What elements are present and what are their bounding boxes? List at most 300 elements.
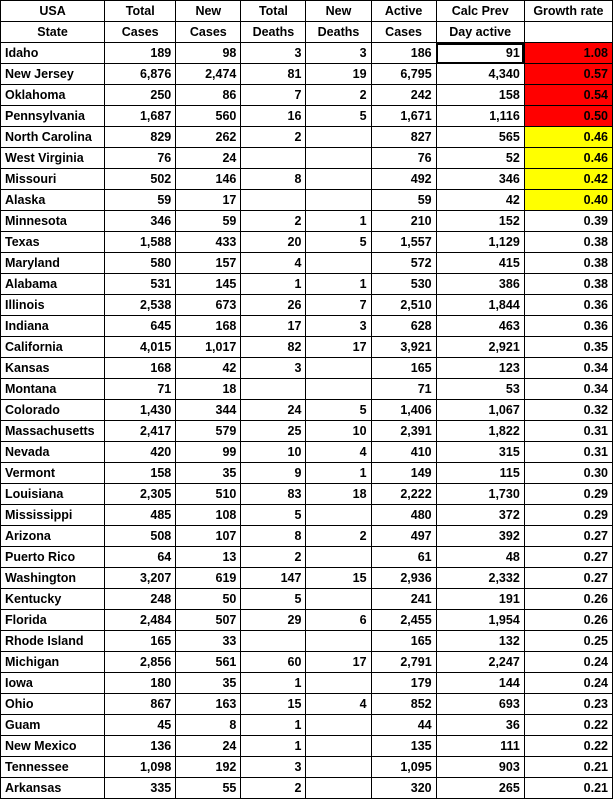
- cell-active-cases[interactable]: 480: [371, 505, 436, 526]
- cell-new-deaths[interactable]: [306, 547, 371, 568]
- cell-new-cases[interactable]: 17: [176, 190, 241, 211]
- cell-growth-rate[interactable]: 0.42: [524, 169, 612, 190]
- cell-new-cases[interactable]: 673: [176, 295, 241, 316]
- cell-total-deaths[interactable]: 10: [241, 442, 306, 463]
- table-row[interactable]: [1, 43, 613, 64]
- cell-total-cases[interactable]: 250: [105, 85, 176, 106]
- cell-prev-day-active[interactable]: 1,844: [436, 295, 524, 316]
- cell-active-cases[interactable]: 135: [371, 736, 436, 757]
- cell-growth-rate[interactable]: 0.22: [524, 715, 612, 736]
- cell-total-deaths[interactable]: 8: [241, 169, 306, 190]
- cell-growth-rate[interactable]: 0.35: [524, 337, 612, 358]
- cell-new-cases[interactable]: 168: [176, 316, 241, 337]
- cell-prev-day-active[interactable]: 1,730: [436, 484, 524, 505]
- cell-new-deaths[interactable]: [306, 631, 371, 652]
- cell-new-deaths[interactable]: 4: [306, 694, 371, 715]
- cell-new-cases[interactable]: 2,474: [176, 64, 241, 85]
- table-row[interactable]: [1, 568, 613, 589]
- table-row[interactable]: [1, 526, 613, 547]
- table-row[interactable]: [1, 736, 613, 757]
- cell-total-cases[interactable]: 346: [105, 211, 176, 232]
- cell-new-cases[interactable]: 55: [176, 778, 241, 799]
- cell-total-deaths[interactable]: 4: [241, 253, 306, 274]
- cell-new-cases[interactable]: 510: [176, 484, 241, 505]
- cell-new-deaths[interactable]: 10: [306, 421, 371, 442]
- cell-new-cases[interactable]: 146: [176, 169, 241, 190]
- cell-new-cases[interactable]: 560: [176, 106, 241, 127]
- cell-total-cases[interactable]: 2,417: [105, 421, 176, 442]
- cell-state[interactable]: Iowa: [1, 673, 105, 694]
- cell-growth-rate[interactable]: 0.24: [524, 673, 612, 694]
- cell-total-deaths[interactable]: 29: [241, 610, 306, 631]
- table-row[interactable]: [1, 715, 613, 736]
- cell-state[interactable]: Mississippi: [1, 505, 105, 526]
- cell-growth-rate[interactable]: 0.21: [524, 778, 612, 799]
- cell-new-deaths[interactable]: 3: [306, 316, 371, 337]
- cell-total-deaths[interactable]: 7: [241, 85, 306, 106]
- table-row[interactable]: [1, 505, 613, 526]
- cell-new-deaths[interactable]: 5: [306, 400, 371, 421]
- table-row[interactable]: [1, 358, 613, 379]
- cell-total-deaths[interactable]: 147: [241, 568, 306, 589]
- cell-growth-rate[interactable]: 0.31: [524, 442, 612, 463]
- table-row[interactable]: [1, 211, 613, 232]
- cell-active-cases[interactable]: 2,791: [371, 652, 436, 673]
- cell-state[interactable]: Texas: [1, 232, 105, 253]
- cell-new-cases[interactable]: 433: [176, 232, 241, 253]
- table-row[interactable]: [1, 85, 613, 106]
- cell-new-deaths[interactable]: 6: [306, 610, 371, 631]
- cell-prev-day-active[interactable]: 111: [436, 736, 524, 757]
- cell-total-cases[interactable]: 2,856: [105, 652, 176, 673]
- cell-growth-rate[interactable]: 0.36: [524, 295, 612, 316]
- cell-new-cases[interactable]: 107: [176, 526, 241, 547]
- cell-new-deaths[interactable]: [306, 673, 371, 694]
- cell-growth-rate[interactable]: 0.30: [524, 463, 612, 484]
- cell-new-deaths[interactable]: [306, 358, 371, 379]
- cell-new-deaths[interactable]: [306, 190, 371, 211]
- cell-active-cases[interactable]: 530: [371, 274, 436, 295]
- cell-prev-day-active[interactable]: 265: [436, 778, 524, 799]
- cell-total-cases[interactable]: 420: [105, 442, 176, 463]
- cell-state[interactable]: Alabama: [1, 274, 105, 295]
- cell-new-cases[interactable]: 561: [176, 652, 241, 673]
- cell-total-cases[interactable]: 6,876: [105, 64, 176, 85]
- table-row[interactable]: [1, 463, 613, 484]
- cell-total-cases[interactable]: 2,538: [105, 295, 176, 316]
- cell-prev-day-active[interactable]: 4,340: [436, 64, 524, 85]
- cell-prev-day-active[interactable]: 132: [436, 631, 524, 652]
- cell-prev-day-active[interactable]: 1,129: [436, 232, 524, 253]
- cell-total-deaths[interactable]: 1: [241, 736, 306, 757]
- cell-total-deaths[interactable]: 2: [241, 211, 306, 232]
- cell-growth-rate[interactable]: 0.39: [524, 211, 612, 232]
- cell-active-cases[interactable]: 1,671: [371, 106, 436, 127]
- cell-state[interactable]: Montana: [1, 379, 105, 400]
- cell-total-deaths[interactable]: 16: [241, 106, 306, 127]
- cell-state[interactable]: Washington: [1, 568, 105, 589]
- cell-new-cases[interactable]: 8: [176, 715, 241, 736]
- cell-active-cases[interactable]: 61: [371, 547, 436, 568]
- cell-active-cases[interactable]: 179: [371, 673, 436, 694]
- cell-prev-day-active[interactable]: 463: [436, 316, 524, 337]
- table-row[interactable]: [1, 316, 613, 337]
- cell-prev-day-active[interactable]: 392: [436, 526, 524, 547]
- cell-total-cases[interactable]: 2,305: [105, 484, 176, 505]
- cell-growth-rate[interactable]: 0.32: [524, 400, 612, 421]
- cell-total-deaths[interactable]: [241, 190, 306, 211]
- cell-total-cases[interactable]: 158: [105, 463, 176, 484]
- cell-state[interactable]: Alaska: [1, 190, 105, 211]
- cell-new-cases[interactable]: 262: [176, 127, 241, 148]
- cell-prev-day-active[interactable]: 36: [436, 715, 524, 736]
- cell-total-cases[interactable]: 45: [105, 715, 176, 736]
- cell-total-deaths[interactable]: 9: [241, 463, 306, 484]
- cell-total-deaths[interactable]: 83: [241, 484, 306, 505]
- cell-state[interactable]: Indiana: [1, 316, 105, 337]
- cell-growth-rate[interactable]: 0.50: [524, 106, 612, 127]
- cell-state[interactable]: West Virginia: [1, 148, 105, 169]
- cell-new-deaths[interactable]: [306, 253, 371, 274]
- cell-growth-rate[interactable]: 0.25: [524, 631, 612, 652]
- cell-total-cases[interactable]: 3,207: [105, 568, 176, 589]
- cell-new-cases[interactable]: 1,017: [176, 337, 241, 358]
- cell-new-deaths[interactable]: 5: [306, 232, 371, 253]
- table-row[interactable]: [1, 778, 613, 799]
- cell-active-cases[interactable]: 149: [371, 463, 436, 484]
- cell-new-cases[interactable]: 24: [176, 148, 241, 169]
- cell-prev-day-active[interactable]: 372: [436, 505, 524, 526]
- table-row[interactable]: [1, 148, 613, 169]
- cell-new-cases[interactable]: 99: [176, 442, 241, 463]
- cell-active-cases[interactable]: 241: [371, 589, 436, 610]
- cell-total-deaths[interactable]: [241, 631, 306, 652]
- cell-active-cases[interactable]: 2,455: [371, 610, 436, 631]
- cell-prev-day-active[interactable]: 386: [436, 274, 524, 295]
- cell-new-deaths[interactable]: [306, 778, 371, 799]
- cell-prev-day-active[interactable]: 42: [436, 190, 524, 211]
- cell-new-cases[interactable]: 145: [176, 274, 241, 295]
- cell-prev-day-active[interactable]: 158: [436, 85, 524, 106]
- cell-active-cases[interactable]: 165: [371, 358, 436, 379]
- table-row[interactable]: [1, 64, 613, 85]
- cell-new-deaths[interactable]: [306, 715, 371, 736]
- cell-active-cases[interactable]: 1,557: [371, 232, 436, 253]
- cell-total-deaths[interactable]: 82: [241, 337, 306, 358]
- cell-growth-rate[interactable]: 0.46: [524, 127, 612, 148]
- cell-total-cases[interactable]: 180: [105, 673, 176, 694]
- cell-new-deaths[interactable]: [306, 505, 371, 526]
- cell-state[interactable]: Minnesota: [1, 211, 105, 232]
- cell-state[interactable]: Kansas: [1, 358, 105, 379]
- cell-state[interactable]: Tennessee: [1, 757, 105, 778]
- cell-prev-day-active[interactable]: 152: [436, 211, 524, 232]
- cell-new-cases[interactable]: 98: [176, 43, 241, 64]
- cell-new-cases[interactable]: 50: [176, 589, 241, 610]
- cell-new-deaths[interactable]: 5: [306, 106, 371, 127]
- cell-new-deaths[interactable]: [306, 736, 371, 757]
- cell-active-cases[interactable]: 827: [371, 127, 436, 148]
- cell-new-deaths[interactable]: 3: [306, 43, 371, 64]
- cell-new-cases[interactable]: 18: [176, 379, 241, 400]
- cell-active-cases[interactable]: 71: [371, 379, 436, 400]
- cell-new-deaths[interactable]: [306, 169, 371, 190]
- cell-growth-rate[interactable]: 0.27: [524, 526, 612, 547]
- cell-growth-rate[interactable]: 0.40: [524, 190, 612, 211]
- table-row[interactable]: [1, 274, 613, 295]
- cell-active-cases[interactable]: 572: [371, 253, 436, 274]
- cell-state[interactable]: Louisiana: [1, 484, 105, 505]
- cell-state[interactable]: Guam: [1, 715, 105, 736]
- cell-state[interactable]: Idaho: [1, 43, 105, 64]
- cell-total-cases[interactable]: 165: [105, 631, 176, 652]
- cell-total-deaths[interactable]: 25: [241, 421, 306, 442]
- cell-state[interactable]: Puerto Rico: [1, 547, 105, 568]
- cell-prev-day-active[interactable]: 115: [436, 463, 524, 484]
- cell-total-cases[interactable]: 485: [105, 505, 176, 526]
- cell-total-cases[interactable]: 136: [105, 736, 176, 757]
- cell-total-cases[interactable]: 508: [105, 526, 176, 547]
- cell-growth-rate[interactable]: 0.27: [524, 547, 612, 568]
- table-row[interactable]: [1, 400, 613, 421]
- cell-total-deaths[interactable]: 3: [241, 43, 306, 64]
- table-row[interactable]: [1, 232, 613, 253]
- cell-total-cases[interactable]: 4,015: [105, 337, 176, 358]
- cell-total-cases[interactable]: 59: [105, 190, 176, 211]
- cell-total-cases[interactable]: 867: [105, 694, 176, 715]
- cell-new-deaths[interactable]: 15: [306, 568, 371, 589]
- cell-total-deaths[interactable]: 5: [241, 589, 306, 610]
- table-row[interactable]: [1, 295, 613, 316]
- table-row[interactable]: [1, 547, 613, 568]
- cell-total-cases[interactable]: 2,484: [105, 610, 176, 631]
- cell-prev-day-active[interactable]: 315: [436, 442, 524, 463]
- cell-total-deaths[interactable]: 60: [241, 652, 306, 673]
- table-row[interactable]: [1, 757, 613, 778]
- cell-new-deaths[interactable]: 2: [306, 85, 371, 106]
- cell-new-cases[interactable]: 24: [176, 736, 241, 757]
- cell-growth-rate[interactable]: 0.46: [524, 148, 612, 169]
- cell-new-deaths[interactable]: 17: [306, 652, 371, 673]
- cell-new-cases[interactable]: 507: [176, 610, 241, 631]
- table-row[interactable]: [1, 652, 613, 673]
- cell-growth-rate[interactable]: 0.24: [524, 652, 612, 673]
- cell-new-deaths[interactable]: 1: [306, 274, 371, 295]
- cell-total-deaths[interactable]: 8: [241, 526, 306, 547]
- cell-prev-day-active[interactable]: 123: [436, 358, 524, 379]
- table-row[interactable]: [1, 673, 613, 694]
- cell-prev-day-active[interactable]: 48: [436, 547, 524, 568]
- cell-total-deaths[interactable]: [241, 379, 306, 400]
- cell-new-deaths[interactable]: 1: [306, 463, 371, 484]
- cell-state[interactable]: New Jersey: [1, 64, 105, 85]
- table-row[interactable]: [1, 610, 613, 631]
- cell-total-cases[interactable]: 531: [105, 274, 176, 295]
- cell-total-deaths[interactable]: 5: [241, 505, 306, 526]
- cell-active-cases[interactable]: 628: [371, 316, 436, 337]
- table-row[interactable]: [1, 694, 613, 715]
- cell-new-deaths[interactable]: [306, 148, 371, 169]
- cell-total-deaths[interactable]: 3: [241, 358, 306, 379]
- cell-active-cases[interactable]: 3,921: [371, 337, 436, 358]
- table-row[interactable]: [1, 589, 613, 610]
- cell-active-cases[interactable]: 1,095: [371, 757, 436, 778]
- table-row[interactable]: [1, 337, 613, 358]
- table-row[interactable]: [1, 442, 613, 463]
- cell-state[interactable]: Michigan: [1, 652, 105, 673]
- cell-total-deaths[interactable]: 2: [241, 547, 306, 568]
- cell-prev-day-active[interactable]: 2,332: [436, 568, 524, 589]
- cell-growth-rate[interactable]: 0.57: [524, 64, 612, 85]
- cell-total-cases[interactable]: 580: [105, 253, 176, 274]
- cell-growth-rate[interactable]: 0.21: [524, 757, 612, 778]
- cell-state[interactable]: Oklahoma: [1, 85, 105, 106]
- cell-state[interactable]: Ohio: [1, 694, 105, 715]
- cell-state[interactable]: Maryland: [1, 253, 105, 274]
- cell-prev-day-active[interactable]: 2,247: [436, 652, 524, 673]
- cell-growth-rate[interactable]: 0.38: [524, 253, 612, 274]
- table-row[interactable]: [1, 106, 613, 127]
- cell-growth-rate[interactable]: 1.08: [524, 43, 612, 64]
- cell-active-cases[interactable]: 320: [371, 778, 436, 799]
- cell-total-deaths[interactable]: 17: [241, 316, 306, 337]
- table-row[interactable]: [1, 484, 613, 505]
- cell-state[interactable]: Illinois: [1, 295, 105, 316]
- cell-growth-rate[interactable]: 0.29: [524, 505, 612, 526]
- cell-new-cases[interactable]: 108: [176, 505, 241, 526]
- cell-active-cases[interactable]: 2,222: [371, 484, 436, 505]
- cell-new-deaths[interactable]: 1: [306, 211, 371, 232]
- cell-growth-rate[interactable]: 0.31: [524, 421, 612, 442]
- cell-total-cases[interactable]: 64: [105, 547, 176, 568]
- cell-new-deaths[interactable]: 19: [306, 64, 371, 85]
- cell-prev-day-active[interactable]: 144: [436, 673, 524, 694]
- cell-total-deaths[interactable]: [241, 148, 306, 169]
- cell-total-deaths[interactable]: 81: [241, 64, 306, 85]
- cell-growth-rate[interactable]: 0.38: [524, 274, 612, 295]
- cell-growth-rate[interactable]: 0.26: [524, 589, 612, 610]
- cell-total-cases[interactable]: 76: [105, 148, 176, 169]
- cell-active-cases[interactable]: 242: [371, 85, 436, 106]
- cell-total-cases[interactable]: 189: [105, 43, 176, 64]
- cell-new-cases[interactable]: 13: [176, 547, 241, 568]
- cell-growth-rate[interactable]: 0.22: [524, 736, 612, 757]
- cell-active-cases[interactable]: 2,391: [371, 421, 436, 442]
- cell-new-cases[interactable]: 192: [176, 757, 241, 778]
- cell-active-cases[interactable]: 165: [371, 631, 436, 652]
- table-row[interactable]: [1, 421, 613, 442]
- cell-new-cases[interactable]: 35: [176, 463, 241, 484]
- cell-total-cases[interactable]: 1,098: [105, 757, 176, 778]
- table-row[interactable]: [1, 631, 613, 652]
- cell-prev-day-active[interactable]: 52: [436, 148, 524, 169]
- cell-prev-day-active-selected[interactable]: 91: [436, 43, 524, 64]
- cell-new-cases[interactable]: 33: [176, 631, 241, 652]
- cell-state[interactable]: Kentucky: [1, 589, 105, 610]
- cell-state[interactable]: North Carolina: [1, 127, 105, 148]
- cell-new-deaths[interactable]: 4: [306, 442, 371, 463]
- cell-new-deaths[interactable]: [306, 127, 371, 148]
- cell-new-cases[interactable]: 86: [176, 85, 241, 106]
- cell-total-deaths[interactable]: 3: [241, 757, 306, 778]
- cell-growth-rate[interactable]: 0.23: [524, 694, 612, 715]
- cell-prev-day-active[interactable]: 53: [436, 379, 524, 400]
- cell-prev-day-active[interactable]: 1,954: [436, 610, 524, 631]
- cell-new-deaths[interactable]: 17: [306, 337, 371, 358]
- cell-new-cases[interactable]: 42: [176, 358, 241, 379]
- cell-total-cases[interactable]: 1,687: [105, 106, 176, 127]
- cell-active-cases[interactable]: 76: [371, 148, 436, 169]
- cell-total-cases[interactable]: 645: [105, 316, 176, 337]
- cell-total-deaths[interactable]: 26: [241, 295, 306, 316]
- cell-active-cases[interactable]: 44: [371, 715, 436, 736]
- cell-growth-rate[interactable]: 0.29: [524, 484, 612, 505]
- cell-prev-day-active[interactable]: 1,822: [436, 421, 524, 442]
- cell-state[interactable]: Massachusetts: [1, 421, 105, 442]
- cell-prev-day-active[interactable]: 2,921: [436, 337, 524, 358]
- cell-total-deaths[interactable]: 1: [241, 274, 306, 295]
- cell-total-deaths[interactable]: 24: [241, 400, 306, 421]
- cell-state[interactable]: Nevada: [1, 442, 105, 463]
- cell-total-deaths[interactable]: 1: [241, 715, 306, 736]
- cell-state[interactable]: Missouri: [1, 169, 105, 190]
- cell-active-cases[interactable]: 852: [371, 694, 436, 715]
- cell-new-deaths[interactable]: [306, 589, 371, 610]
- cell-active-cases[interactable]: 59: [371, 190, 436, 211]
- cell-total-cases[interactable]: 168: [105, 358, 176, 379]
- cell-state[interactable]: Rhode Island: [1, 631, 105, 652]
- cell-total-deaths[interactable]: 2: [241, 778, 306, 799]
- cell-active-cases[interactable]: 492: [371, 169, 436, 190]
- cell-state[interactable]: New Mexico: [1, 736, 105, 757]
- cell-prev-day-active[interactable]: 565: [436, 127, 524, 148]
- cell-state[interactable]: Colorado: [1, 400, 105, 421]
- cell-total-cases[interactable]: 502: [105, 169, 176, 190]
- cell-new-deaths[interactable]: [306, 757, 371, 778]
- table-row[interactable]: [1, 127, 613, 148]
- cell-active-cases[interactable]: 410: [371, 442, 436, 463]
- cell-total-cases[interactable]: 1,588: [105, 232, 176, 253]
- cell-state[interactable]: Vermont: [1, 463, 105, 484]
- cell-new-cases[interactable]: 157: [176, 253, 241, 274]
- cell-new-deaths[interactable]: [306, 379, 371, 400]
- cell-new-cases[interactable]: 619: [176, 568, 241, 589]
- cell-state[interactable]: California: [1, 337, 105, 358]
- cell-prev-day-active[interactable]: 346: [436, 169, 524, 190]
- cell-total-deaths[interactable]: 20: [241, 232, 306, 253]
- cell-active-cases[interactable]: 186: [371, 43, 436, 64]
- cell-new-cases[interactable]: 35: [176, 673, 241, 694]
- cell-prev-day-active[interactable]: 903: [436, 757, 524, 778]
- cell-total-deaths[interactable]: 15: [241, 694, 306, 715]
- cell-total-cases[interactable]: 335: [105, 778, 176, 799]
- cell-total-cases[interactable]: 71: [105, 379, 176, 400]
- table-row[interactable]: [1, 379, 613, 400]
- cell-new-deaths[interactable]: 18: [306, 484, 371, 505]
- cell-total-deaths[interactable]: 2: [241, 127, 306, 148]
- cell-growth-rate[interactable]: 0.36: [524, 316, 612, 337]
- cell-state[interactable]: Arkansas: [1, 778, 105, 799]
- cell-growth-rate[interactable]: 0.34: [524, 379, 612, 400]
- cell-prev-day-active[interactable]: 191: [436, 589, 524, 610]
- table-row[interactable]: [1, 190, 613, 211]
- cell-active-cases[interactable]: 210: [371, 211, 436, 232]
- cell-new-deaths[interactable]: 7: [306, 295, 371, 316]
- cell-total-deaths[interactable]: 1: [241, 673, 306, 694]
- cell-growth-rate[interactable]: 0.34: [524, 358, 612, 379]
- cell-state[interactable]: Florida: [1, 610, 105, 631]
- cell-active-cases[interactable]: 2,936: [371, 568, 436, 589]
